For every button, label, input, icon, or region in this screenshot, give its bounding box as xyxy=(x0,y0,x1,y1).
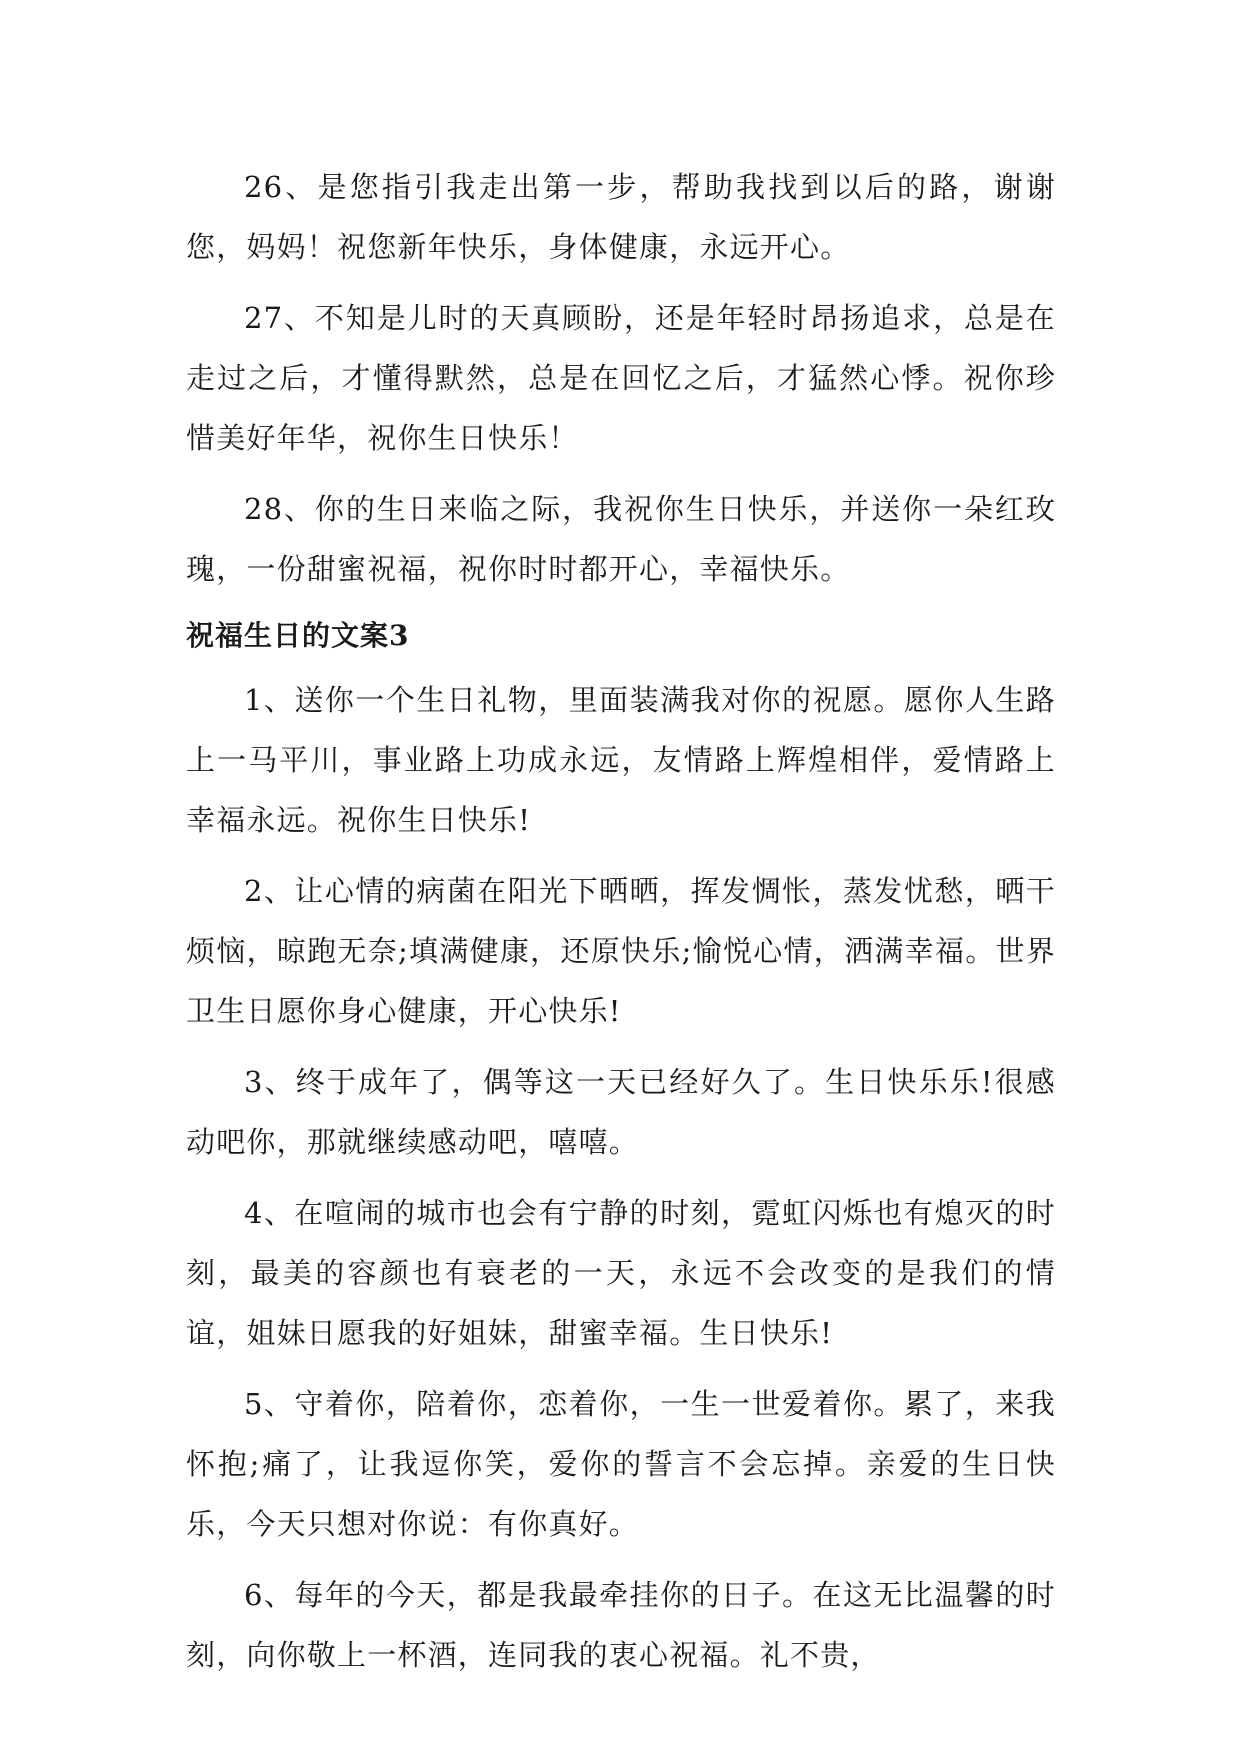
section-heading: 祝福生日的文案3 xyxy=(186,619,410,652)
paragraph-3: 3、终于成年了，偶等这一天已经好久了。生日快乐乐!很感动吧你，那就继续感动吧，嘻嘻。 xyxy=(186,1065,1056,1159)
paragraph-4: 4、在喧闹的城市也会有宁静的时刻，霓虹闪烁也有熄灭的时刻，最美的容颜也有衰老的一天，永远不会改变的是我们的情谊，姐妹日愿我的好姐妹，甜蜜幸福。生日快乐! xyxy=(186,1196,1056,1350)
paragraph-27: 27、不知是儿时的天真顾盼，还是年轻时昂扬追求，总是在走过之后，才懂得默然，总是在回忆之后，才猛然心悸。祝你珍惜美好年华，祝你生日快乐！ xyxy=(186,301,1056,455)
paragraph-2: 2、让心情的病菌在阳光下晒晒，挥发惆怅，蒸发忧愁，晒干烦恼，晾跑无奈;填满健康，还原快乐;愉悦心情，洒满幸福。世界卫生日愿你身心健康，开心快乐! xyxy=(186,874,1056,1028)
document-body xyxy=(186,157,1056,1696)
paragraph-26: 26、是您指引我走出第一步，帮助我找到以后的路，谢谢您，妈妈！祝您新年快乐，身体健康，永远开心。 xyxy=(186,170,1056,264)
paragraph-5: 5、守着你，陪着你，恋着你，一生一世爱着你。累了，来我怀抱;痛了，让我逗你笑，爱你的誓言不会忘掉。亲爱的生日快乐，今天只想对你说：有你真好。 xyxy=(186,1387,1056,1541)
paragraph-1: 1、送你一个生日礼物，里面装满我对你的祝愿。愿你人生路上一马平川，事业路上功成永远，友情路上辉煌相伴，爱情路上幸福永远。祝你生日快乐! xyxy=(186,683,1056,837)
paragraph-6: 6、每年的今天，都是我最牵挂你的日子。在这无比温馨的时刻，向你敬上一杯酒，连同我的衷心祝福。礼不贵， xyxy=(186,1578,1056,1672)
paragraph-28: 28、你的生日来临之际，我祝你生日快乐，并送你一朵红玫瑰，一份甜蜜祝福，祝你时时都开心，幸福快乐。 xyxy=(186,492,1056,586)
